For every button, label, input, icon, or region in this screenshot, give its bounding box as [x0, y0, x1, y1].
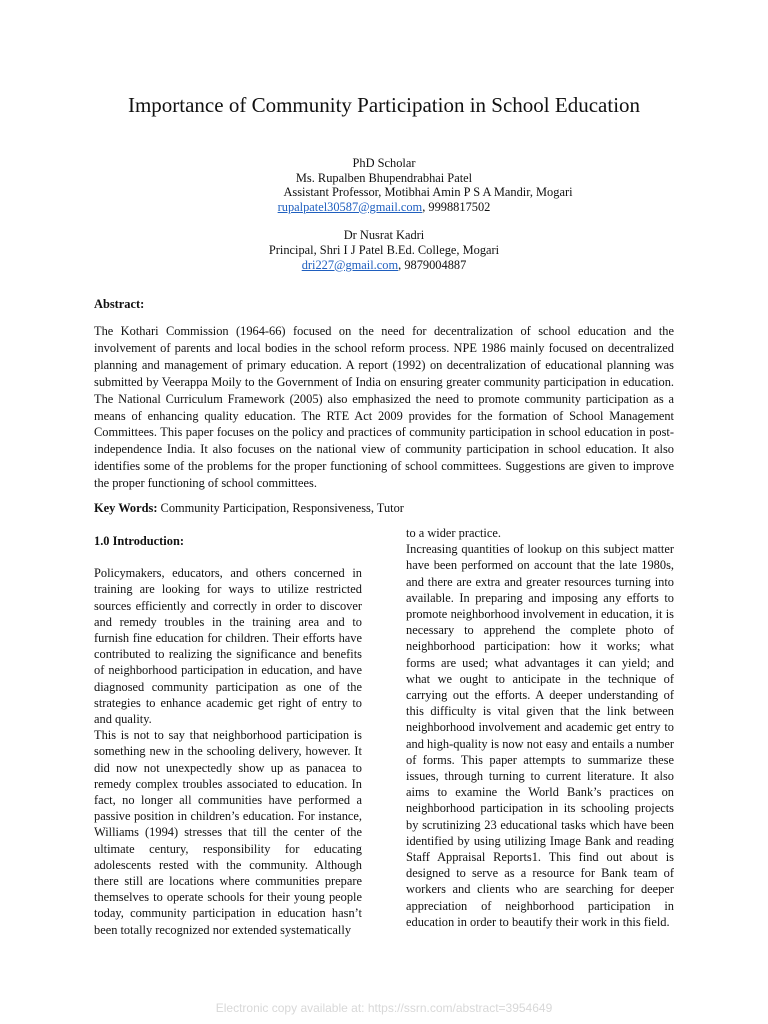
abstract-body: The Kothari Commission (1964-66) focused on the need for decentralization of school education and the involvement of parents and local bodies in the school reform process. NPE 1986 mainly focused on decentralized planning and management of primary education. A report (1992) on decentralization of educational planning was submitted by Veerappa Moily to the Government of India on ensuring greater community participation in education. The National Curriculum Framework (2005) also emphasized the need to promote community participation as a means of enhancing quality education. The RTE Act 2009 provides for the formation of School Management Committees. This paper focuses on the policy and practices of community participation in school education in post-independence India. It also focuses on the national view of community participation in school education. It also identifies some of the problems for the proper functioning of school committees. Suggestions are given to improve the proper functioning of school committees.: [94, 324, 674, 491]
intro-paragraph-2-continued: to a wider practice.: [406, 526, 501, 540]
keywords-value: Community Participation, Responsiveness, Tutor: [157, 501, 404, 515]
left-column: [94, 533, 362, 938]
keywords-label: Key Words:: [94, 501, 158, 515]
intro-paragraph-2: This is not to say that neighborhood participation is something new in the schooling delivery, however. It did now not unexpectedly show up as panacea to remedy complex troubles associated to education. In fact, no longer all communities have performed a passive position in children’s education. For instance, Williams (1994) stresses that till the center of the ultimate century, responsibility for educating adolescents rested with the community. Although there still are locations where communities prepare themselves to operate schools for their young people today, community participation in education hasn’t been totally recognized nor extended systematically: [94, 728, 362, 937]
ssrn-footer: Electronic copy available at: https://ssrn.com/abstract=3954649: [215, 1001, 553, 1015]
intro-paragraph-1: Policymakers, educators, and others concerned in training are looking for ways to utilize restricted sources efficiently and correctly in order to discover and remedy troubles in the training area and to furnish fine education for children. Their efforts have contributed to realizing the significance and benefits of neighborhood participation in education, and have diagnosed community participation as one of the strategies to enhance academic get right of entry to and quality.: [94, 566, 362, 727]
author-contact: [100, 258, 668, 273]
author-2: [100, 228, 668, 272]
right-column: [406, 525, 674, 930]
author-role: PhD Scholar: [352, 156, 416, 170]
author-email-link[interactable]: dri227@gmail.com: [301, 257, 399, 272]
author-phone: , 9998817502: [422, 199, 491, 214]
author-name: Dr Nusrat Kadri: [343, 228, 425, 243]
author-affiliation: Principal, Shri I J Patel B.Ed. College, Mogari: [268, 242, 500, 257]
author-info: [100, 156, 668, 272]
author-email-link[interactable]: rupalpatel30587@gmail.com: [277, 199, 423, 214]
intro-paragraph-3: Increasing quantities of lookup on this subject matter have been performed on account that the late 1980s, and there are extra and greater resources turning into available. In preparing and imposing any efforts to promote neighborhood involvement in education, it is necessary to apprehend the complete photo of neighborhood participation: how it works; what forms are used; what advantages it can yield; and what we ought to anticipate in the technique of carrying out the efforts. A deeper understanding of this difficulty is vital given that the link between neighborhood involvement and academic get entry to and high-quality is now not easy and entails a number of forms. This paper attempts to summarize these issues, through turning to current literature. It also aims to examine the World Bank’s practices on neighborhood participation in its schooling projects by scrutinizing 23 educational tasks which have been identified by using utilizing Image Bank and reading Staff Appraisal Reports1. This find out about is designed to serve as a resource for Bank team of workers and clients who are searching for deeper appreciation of neighborhood participation in education in order to beautify their work in this field.: [406, 542, 674, 929]
paper-title: Importance of Community Participation in School Education: [127, 93, 641, 117]
abstract-heading: Abstract:: [94, 297, 145, 311]
author-phone: , 9879004887: [398, 257, 467, 272]
section-heading: 1.0 Introduction:: [94, 534, 184, 548]
author-affiliation: Assistant Professor, Motibhai Amin P S A Mandir, Mogari: [283, 185, 573, 200]
author-name: Ms. Rupalben Bhupendrabhai Patel: [295, 170, 473, 185]
keywords: [94, 501, 674, 516]
author-1: [100, 156, 668, 214]
author-contact: [100, 200, 668, 215]
